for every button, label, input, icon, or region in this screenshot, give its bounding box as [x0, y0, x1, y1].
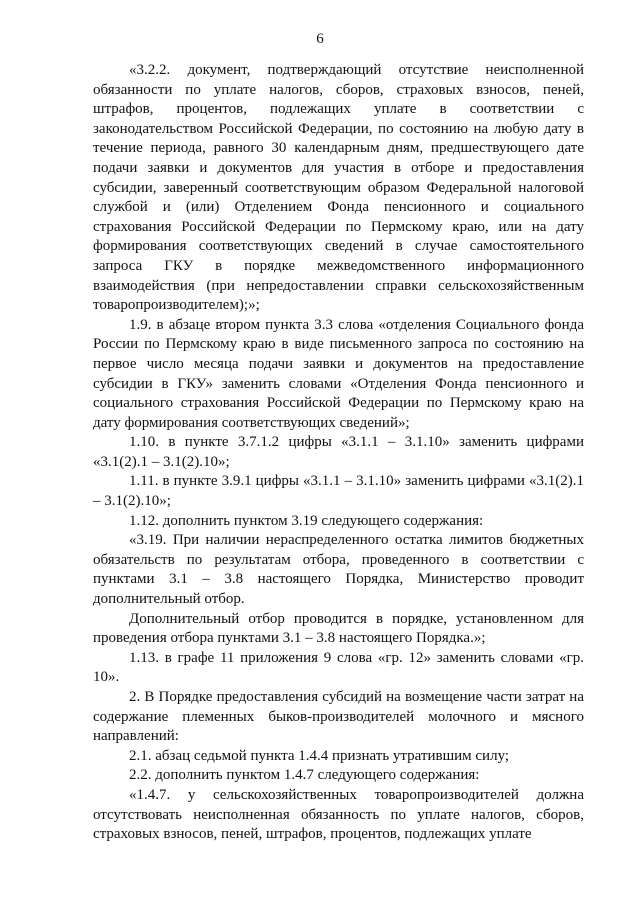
paragraph-1-13: 1.13. в графе 11 приложения 9 слова «гр. 12» заменить словами «гр. 10».: [93, 649, 584, 686]
paragraph-1-9: 1.9. в абзаце втором пункта 3.3 слова «отделения Социального фонда России по Пермскому краю в виде письменного запроса по состоянию на первое число месяца подачи заявки и документов на предоставление субсидии в ГКУ» заменить словами «Отделения Фонда пенсионного и социального страхования Российской Федерации по Пермскому краю на дату формирования соответствующих сведений»;: [93, 316, 584, 431]
paragraph-2-2: 2.2. дополнить пунктом 1.4.7 следующего содержания:: [129, 767, 480, 784]
paragraph-additional-selection: Дополнительный отбор проводится в порядке, установленном для проведения отбора пунктами 3.1 – 3.8 настоящего Порядка.»;: [93, 610, 584, 647]
paragraph-1-10: 1.10. в пункте 3.7.1.2 цифры «3.1.1 – 3.1.10» заменить цифрами «3.1(2).1 – 3.1(2).10»;: [93, 434, 584, 470]
paragraph-3-19: «3.19. При наличии нераспределенного остатка лимитов бюджетных обязательств по результатам отбора, проведенного в соответствии с пунктами 3.1 – 3.8 настоящего Порядка, Министерство проводит дополнительный отбор.: [93, 532, 584, 608]
document-body: [93, 61, 584, 845]
paragraph-1-4-7: «1.4.7. у сельскохозяйственных товаропроизводителей должна отсутствовать неисполненная обязанность по уплате налогов, сборов, страховых взносов, пеней, штрафов, процентов, подлежащих уплате: [93, 786, 584, 843]
paragraph-3-2-2: «3.2.2. документ, подтверждающий отсутствие неисполненной обязанности по уплате налогов, сборов, страховых взносов, пеней, штрафов, процентов, подлежащих уплате в соответствии с законодательством Российской Федерации, по состоянию на любую дату в течение периода, равного 30 календарным дням, предшествующего дате подачи заявки и документов для участия в отборе и предоставления субсидии, заверенный соответствующим образом Федеральной налоговой службой и (или) Отделением Фонда пенсионного и социального страхования Российской Федерации по Пермскому краю, или на дату формирования соответствующих сведений в случае самостоятельного запроса ГКУ в порядке межведомственного информационного взаимодействия (при непредоставлении справки сельскохозяйственным товаропроизводителем);»;: [93, 62, 584, 314]
page-number: 6: [316, 31, 324, 47]
paragraph-1-11: 1.11. в пункте 3.9.1 цифры «3.1.1 – 3.1.10» заменить цифрами «3.1(2).1 – 3.1(2).10»;: [93, 473, 584, 510]
paragraph-2: 2. В Порядке предоставления субсидий на возмещение части затрат на содержание племенных быков-производителей молочного и мясного направлений:: [93, 689, 584, 745]
paragraph-1-12: 1.12. дополнить пунктом 3.19 следующего содержания:: [129, 512, 484, 529]
paragraph-2-1: 2.1. абзац седьмой пункта 1.4.4 признать утратившим силу;: [129, 747, 510, 764]
